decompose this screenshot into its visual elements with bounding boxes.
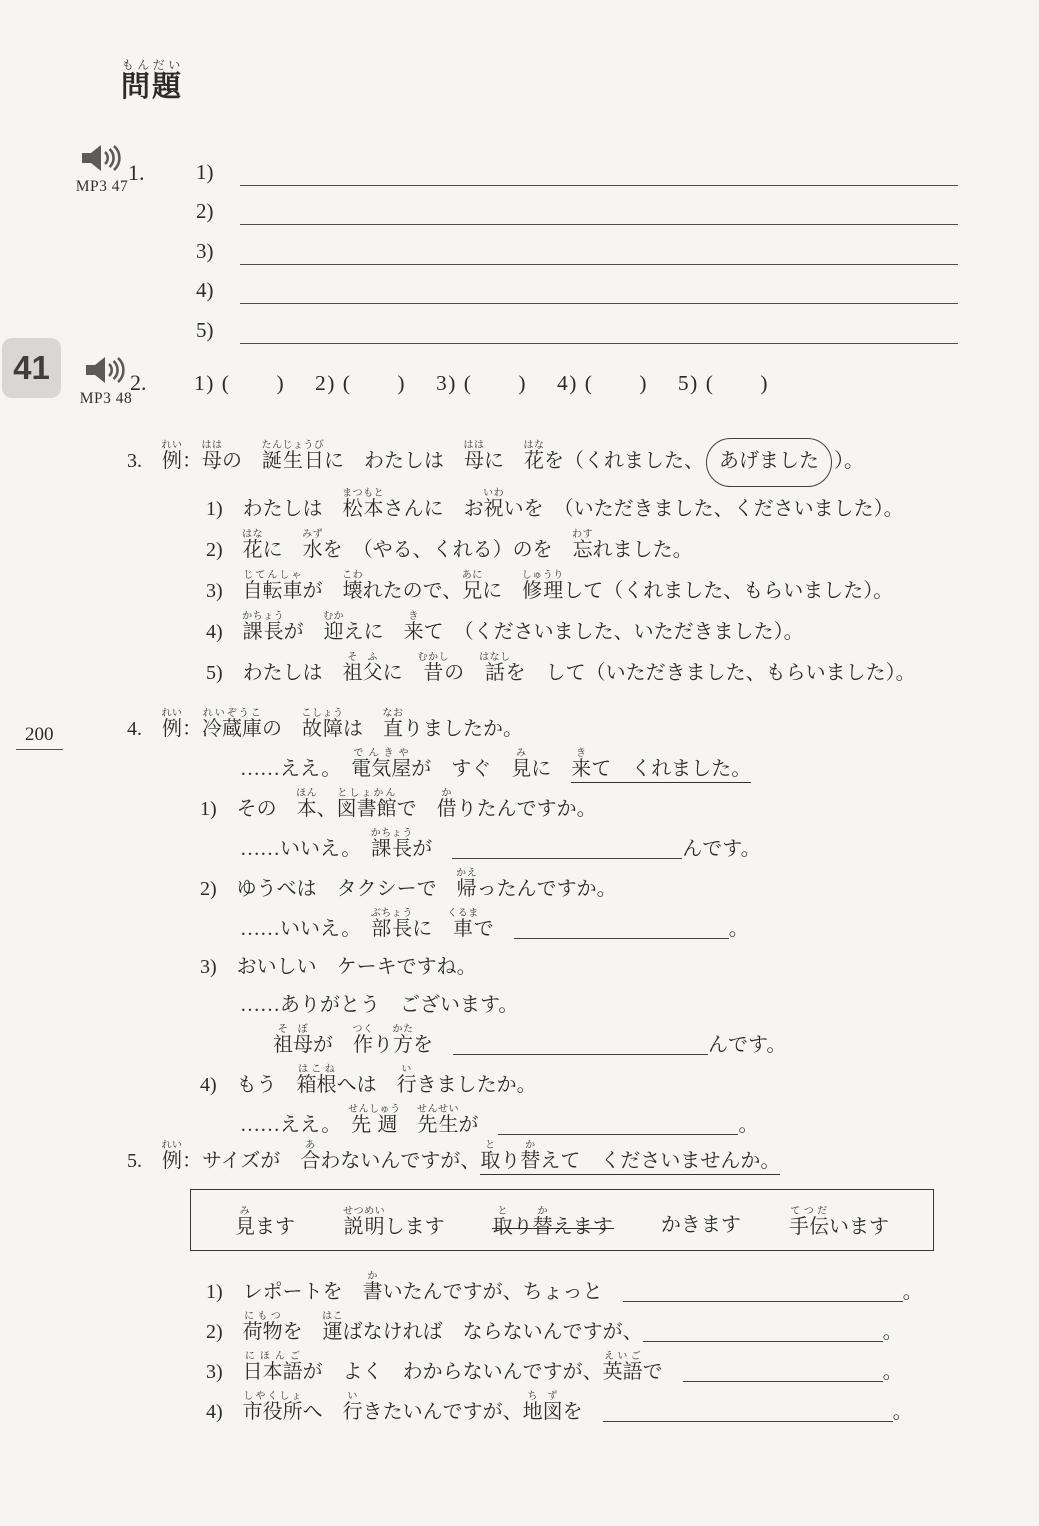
text-run: り <box>500 1150 520 1175</box>
text-run: 。 <box>738 1114 759 1136</box>
ruby-annotated-word: 手伝てつだ <box>789 1205 829 1238</box>
text-run: 5. <box>127 1150 162 1172</box>
text-run: 5) わたしは <box>206 662 343 684</box>
text-run: いを （いただきました、くださいました）。 <box>503 498 904 520</box>
text-run: れたので、 <box>362 580 463 602</box>
answer-line-row <box>128 225 958 265</box>
item-number: 1) <box>196 159 214 184</box>
dialogue-answer <box>240 1104 786 1144</box>
text-run: の <box>262 718 302 740</box>
ruby-annotated-word: 問題もんだい <box>121 58 184 103</box>
text-run: を <box>282 1321 323 1343</box>
ruby-annotated-word: 日本語にほんご <box>242 1351 303 1383</box>
ruby-annotated-word: 英語えいご <box>602 1351 643 1383</box>
ruby-annotated-word: 見み <box>235 1205 255 1238</box>
text-run: 。 <box>882 1321 903 1343</box>
text-run: れました。 <box>592 539 693 561</box>
text-run: が <box>412 838 453 860</box>
text-run: ……いいえ。 <box>240 838 372 860</box>
ruby-annotated-word: 誕生日たんじょうび <box>261 440 325 472</box>
circled-answer: あげました <box>706 438 832 487</box>
ruby-annotated-word: 水みず <box>302 529 324 561</box>
ruby-annotated-word: 取と <box>480 1150 500 1175</box>
text-run: が よく わからないんですが、 <box>302 1361 603 1383</box>
ruby-annotated-word: 花はな <box>523 440 545 472</box>
ruby-annotated-word: 地図ちず <box>522 1391 563 1423</box>
text-run: 4) <box>206 621 243 643</box>
blank-underline <box>603 1409 893 1422</box>
ruby-annotated-word: 自転車じてんしゃ <box>242 570 303 602</box>
text-run: に <box>531 758 572 780</box>
text-run: します <box>384 1215 445 1238</box>
example-sentence <box>127 438 916 487</box>
text-run: ……ええ。 <box>240 758 352 780</box>
dialogue-answer <box>240 908 786 948</box>
audio-track-label: MP3 47 <box>75 178 129 195</box>
ruby-annotated-word: 書か <box>362 1271 383 1303</box>
text-run: へ <box>302 1401 343 1423</box>
text-run: きましたか。 <box>416 1074 537 1096</box>
text-run: わないんですが、 <box>320 1150 481 1172</box>
exercise-sentence <box>206 611 916 652</box>
text-run: して（くれました、もらいました）。 <box>563 580 894 602</box>
speaker-icon <box>83 355 129 385</box>
ruby-annotated-word: 来き <box>571 758 591 783</box>
item-number: 5) <box>196 317 214 342</box>
text-run: えます <box>552 1215 613 1238</box>
text-run: に <box>482 580 523 602</box>
ruby-annotated-word: 来き <box>403 611 424 643</box>
text-run: 1) その <box>200 798 297 820</box>
dialogue-question <box>200 948 786 986</box>
exercise-items <box>206 1271 934 1431</box>
text-run: を（くれました、 <box>544 450 704 472</box>
ruby-annotated-word: 替か <box>532 1205 553 1238</box>
blank-answer-line <box>240 264 958 305</box>
answer-line-row <box>128 186 958 226</box>
text-run: 2) <box>206 539 243 561</box>
ruby-annotated-word: 忘わす <box>572 529 594 561</box>
blank-answer-line <box>240 303 958 344</box>
text-run: が すぐ <box>411 758 512 780</box>
text-run: 。 <box>728 918 749 940</box>
text-run: さんに お <box>383 498 484 520</box>
text-run: て くれました。 <box>591 758 751 783</box>
ruby-annotated-word: 花はな <box>242 529 264 561</box>
chapter-tab-badge <box>2 338 61 398</box>
blank-answer-line <box>240 224 958 265</box>
exercise-sentence <box>206 488 916 529</box>
blank-underline <box>498 1122 738 1135</box>
dialogue-answer-continued <box>273 1024 786 1064</box>
text-run: を （やる、くれる）のを <box>322 539 573 561</box>
text-run: の <box>444 662 485 684</box>
text-run: 3) おいしい ケーキですね。 <box>200 956 477 978</box>
blank-underline <box>643 1329 883 1342</box>
text-run: 1) レポートを <box>206 1281 363 1303</box>
text-run: んです。 <box>682 838 761 860</box>
text-run: が <box>302 580 343 602</box>
text-run: の <box>222 450 262 472</box>
text-run: 。 <box>892 1401 913 1423</box>
ruby-annotated-word: 行い <box>396 1064 417 1096</box>
ruby-annotated-word: 例れい <box>161 708 183 740</box>
blank-underline <box>623 1289 903 1302</box>
ruby-annotated-word: 祝いわ <box>483 488 505 520</box>
text-run: ……ええ。 <box>240 1114 352 1136</box>
word-bank-entry <box>789 1206 889 1239</box>
ruby-annotated-word: 兄あに <box>461 570 483 602</box>
text-run: 4. <box>127 718 162 740</box>
text-run <box>397 1114 417 1136</box>
ruby-annotated-word: 取と <box>492 1205 513 1238</box>
text-run: 4) もう <box>200 1074 297 1096</box>
text-run: に <box>262 539 303 561</box>
ruby-annotated-word: 昔むかし <box>417 652 450 684</box>
text-run: んです。 <box>708 1034 787 1056</box>
text-run: で <box>396 798 437 820</box>
blank-underline <box>683 1369 883 1382</box>
ruby-annotated-word: 迎むか <box>323 611 345 643</box>
section-number: 2. <box>130 370 147 395</box>
ruby-annotated-word: 冷蔵庫れいぞうこ <box>202 708 262 740</box>
text-run: は <box>343 718 383 740</box>
text-run: 3. <box>127 450 162 472</box>
text-run: ばなければ ならないんですが、 <box>342 1321 643 1343</box>
answer-parentheses-row: 1) ( ) 2) ( ) 3) ( ) 4) ( ) 5) ( ) <box>194 371 770 395</box>
text-run: を して（いただきました、もらいました）。 <box>505 662 916 684</box>
ruby-annotated-word: 本ほん <box>296 788 318 820</box>
text-run: ： <box>182 718 202 740</box>
text-run: 。 <box>882 1361 903 1383</box>
word-bank-entry <box>343 1206 445 1239</box>
ruby-annotated-word: 例れい <box>161 1140 183 1172</box>
text-run: に わたしは <box>324 450 464 472</box>
ruby-annotated-word: 替か <box>520 1150 540 1175</box>
word-bank-entry <box>661 1208 741 1237</box>
answer-line-row <box>128 265 958 305</box>
dialogue-question <box>200 1064 786 1104</box>
text-run: で <box>473 918 514 940</box>
text-run: きたいんですが、 <box>362 1401 523 1423</box>
ruby-annotated-word: 祖母そぼ <box>273 1024 313 1056</box>
ruby-annotated-word: 課長かちょう <box>370 828 413 860</box>
chapter-number: 41 <box>13 349 50 386</box>
exercise-items <box>206 488 916 693</box>
ruby-annotated-word: 運はこ <box>322 1311 344 1343</box>
text-run: ……ありがとう ございます。 <box>240 994 519 1016</box>
ruby-annotated-word: 見み <box>511 748 532 780</box>
text-run: います <box>829 1215 889 1238</box>
blank-answer-line <box>240 145 958 186</box>
text-run: 3) <box>206 580 243 602</box>
text-run: いたんですが、ちょっと <box>382 1281 623 1303</box>
text-run: に <box>484 450 524 472</box>
ruby-annotated-word: 母はは <box>201 440 223 472</box>
text-run: りたんですか。 <box>456 798 597 820</box>
exercise-sentence <box>206 1271 934 1311</box>
example-sentence <box>127 1140 934 1181</box>
ruby-annotated-word: 行い <box>342 1391 363 1423</box>
text-run: 3) <box>206 1361 243 1383</box>
dialogue-question <box>200 868 786 908</box>
text-run: ます <box>255 1215 295 1238</box>
text-run: えて くださいませんか。 <box>540 1150 780 1175</box>
text-run: かきます <box>660 1213 741 1236</box>
ruby-annotated-word: 図書館としょかん <box>336 788 397 820</box>
ruby-annotated-word: 話はなし <box>479 652 511 684</box>
exercise-sentence <box>206 1351 934 1391</box>
ruby-annotated-word: 箱根はこね <box>296 1064 337 1096</box>
text-run: 。 <box>902 1281 923 1303</box>
text-run: りましたか。 <box>403 718 523 740</box>
example-answer <box>240 748 786 788</box>
text-run: て （くださいました、いただきました）。 <box>423 621 804 643</box>
word-bank-entry-used <box>493 1206 613 1239</box>
text-run: ：サイズが <box>182 1150 301 1172</box>
blank-answer-line <box>240 185 958 226</box>
item-number: 3) <box>196 238 214 263</box>
text-run: ）。 <box>834 450 864 472</box>
ruby-annotated-word: 例れい <box>161 440 183 472</box>
text-run: 4) <box>206 1401 243 1423</box>
section-number: 1. <box>128 159 145 185</box>
dialogue-question <box>200 788 786 828</box>
exercise-sentence <box>206 529 916 570</box>
ruby-annotated-word: 壊こわ <box>342 570 364 602</box>
dialogue-answer <box>240 986 786 1024</box>
blank-underline <box>452 846 682 859</box>
text-run: が <box>458 1114 499 1136</box>
ruby-annotated-word: 直なお <box>382 708 404 740</box>
text-run: に <box>412 918 453 940</box>
ruby-annotated-word: 方かた <box>392 1024 414 1056</box>
text-run: り <box>512 1215 533 1238</box>
speaker-icon <box>79 143 125 173</box>
ruby-annotated-word: 車くるま <box>447 908 479 940</box>
ruby-annotated-word: 荷物にもつ <box>242 1311 283 1343</box>
blank-underline <box>514 926 729 939</box>
text-run: ： <box>182 450 202 472</box>
exercise-sentence <box>206 1391 934 1431</box>
ruby-annotated-word: 帰かえ <box>456 868 478 900</box>
exercise-sentence <box>206 1311 934 1351</box>
text-run: で <box>642 1361 683 1383</box>
text-run: ……いいえ。 <box>240 918 372 940</box>
text-run: を <box>413 1034 453 1056</box>
ruby-annotated-word: 先週せんしゅう <box>348 1104 401 1136</box>
audio-track-label: MP3 48 <box>79 390 133 407</box>
text-run: 2) ゆうべは タクシーで <box>200 878 457 900</box>
section-1-listening <box>128 146 958 344</box>
ruby-annotated-word: 母はは <box>463 440 485 472</box>
ruby-annotated-word: 修理しゅうり <box>521 570 564 602</box>
ruby-annotated-word: 合あ <box>300 1140 321 1172</box>
ruby-annotated-word: 市役所しやくしょ <box>242 1391 303 1423</box>
section-2-listening <box>130 366 769 397</box>
item-number: 2) <box>196 199 214 223</box>
word-bank-box <box>190 1189 934 1251</box>
text-run: 1) わたしは <box>206 498 343 520</box>
section-4-dialogue-exercise <box>127 708 786 1144</box>
ruby-annotated-word: 松本まつもと <box>342 488 385 520</box>
text-run: が <box>283 621 324 643</box>
blank-underline <box>453 1042 708 1055</box>
ruby-annotated-word: 故障こしょう <box>301 708 344 740</box>
ruby-annotated-word: 説明せつめい <box>343 1205 386 1238</box>
example-question <box>127 708 786 748</box>
dialogue-answer <box>240 828 786 868</box>
answer-line-row <box>128 146 958 186</box>
ruby-annotated-word: 借か <box>436 788 457 820</box>
text-run: へは <box>336 1074 397 1096</box>
ruby-annotated-word: 先生せんせい <box>416 1104 459 1136</box>
text-run: ったんですか。 <box>476 878 617 900</box>
page-title <box>121 58 183 111</box>
section-3-choice-exercise <box>127 438 916 693</box>
ruby-annotated-word: 祖父そふ <box>342 652 383 684</box>
item-number: 4) <box>196 278 214 302</box>
ruby-annotated-word: 電気屋でんきや <box>351 748 412 780</box>
text-run: が <box>313 1034 353 1056</box>
ruby-annotated-word: 課長かちょう <box>242 611 285 643</box>
word-bank-entry <box>235 1206 295 1239</box>
page-number: 200 <box>16 724 63 750</box>
text-run: えに <box>343 621 404 643</box>
ruby-annotated-word: 作つく <box>352 1024 374 1056</box>
text-run: に <box>382 662 423 684</box>
text-run: 、 <box>316 798 337 820</box>
text-run: を <box>562 1401 603 1423</box>
exercise-sentence <box>206 570 916 611</box>
ruby-annotated-word: 部長ぶちょう <box>370 908 413 940</box>
section-5-word-bank-exercise <box>127 1140 934 1431</box>
answer-line-row <box>128 304 958 344</box>
text-run: り <box>373 1034 393 1056</box>
exercise-sentence <box>206 652 916 693</box>
text-run: 2) <box>206 1321 243 1343</box>
